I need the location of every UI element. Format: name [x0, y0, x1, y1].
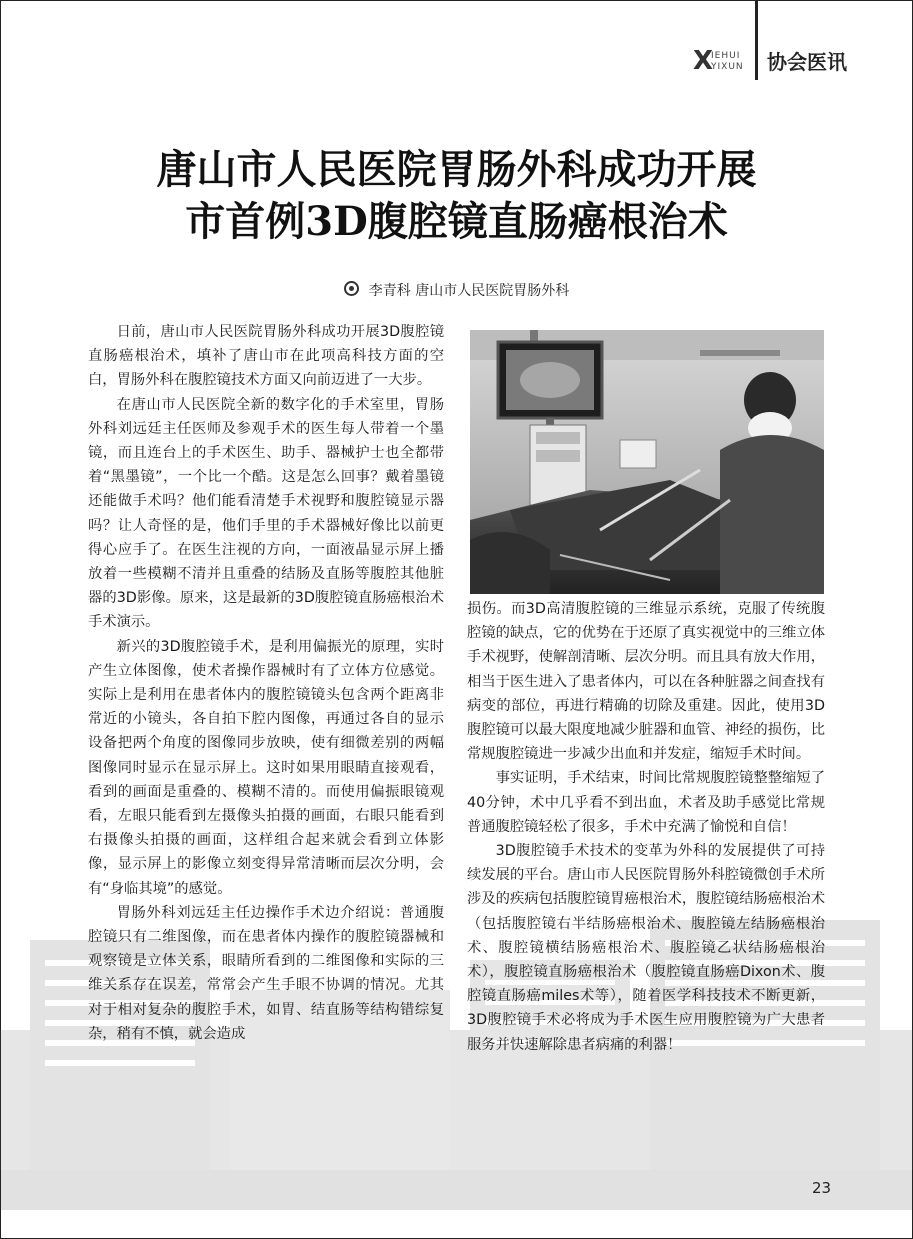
article-title [0, 144, 913, 248]
title-line-2: 市首例3D腹腔镜直肠癌根治术 [185, 198, 728, 245]
article-column-right [467, 597, 825, 1057]
header-divider [755, 0, 758, 80]
logo-letter: X [693, 46, 714, 76]
paragraph: 在唐山市人民医院全新的数字化的手术室里，胃肠外科刘远廷主任医师及参观手术的医生每人带着一个墨镜，而且连台上的手术医生、助手、器械护士也全都带着“黑墨镜”，一个比一个酷。这是怎么回事？戴着墨镜还能做手术吗？他们能看清楚手术视野和腹腔镜显示器吗？让人奇怪的是，他们手里的手术器械好像比以前更得心应手了。在医生注视的方向，一面液晶显示屏上播放着一些模糊不清并且重叠的结肠及直肠等腹腔其他脏器的3D影像。原来，这是最新的3D腹腔镜直肠癌根治术手术演示。 [88, 396, 444, 631]
section-title: 协会医讯 [767, 50, 847, 74]
title-line-1: 唐山市人民医院胃肠外科成功开展 [156, 146, 757, 193]
article-column-left [88, 320, 444, 1046]
paragraph: 3D腹腔镜手术技术的变革为外科的发展提供了可持续发展的平台。唐山市人民医院胃肠外科腔镜微创手术所涉及的疾病包括腹腔镜胃癌根治术，腹腔镜结肠癌根治术（包括腹腔镜右半结肠癌根治术、腹腔镜左结肠癌根治术、腹腔镜横结肠癌根治术、腹腔镜乙状结肠癌根治术），腹腔镜直肠癌根治术（腹腔镜直肠癌Dixon术、腹腔镜直肠癌miles术等），随着医学科技技术不断更新，3D腹腔镜手术必将成为手术医生应用腹腔镜为广大患者服务并快速解除患者病痛的利器！ [467, 843, 825, 1053]
logo-line-1: IEHUI [711, 51, 741, 61]
paragraph: 日前，唐山市人民医院胃肠外科成功开展3D腹腔镜直肠癌根治术，填补了唐山市在此项高科技方面的空白，胃肠外科在腹腔镜技术方面又向前迈进了一大步。 [88, 324, 444, 389]
surgery-photo [470, 330, 824, 594]
page-number: 23 [812, 1179, 832, 1197]
bullet-circle-icon [344, 281, 359, 296]
paragraph: 损伤。而3D高清腹腔镜的三维显示系统，克服了传统腹腔镜的缺点，它的优势在于还原了真实视觉中的三维立体手术视野，使解剖清晰、层次分明。而且具有放大作用，相当于医生进入了患者体内，可以在各种脏器之间查找有病变的部位，再进行精确的切除及重建。因此，使用3D腹腔镜可以最大限度地减少脏器和血管、神经的损伤，比常规腹腔镜进一步减少出血和并发症，缩短手术时间。 [467, 601, 825, 763]
byline-text: 李青科 唐山市人民医院胃肠外科 [368, 283, 570, 299]
paragraph: 胃肠外科刘远廷主任边操作手术边介绍说：普通腹腔镜只有二维图像，而在患者体内操作的腹腔镜器械和观察镜是立体关系，眼睛所看到的二维图像和实际的三维关系存在误差，常常会产生手眼不协调的情况。尤其对于相对复杂的腹腔手术，如胃、结直肠等结构错综复杂，稍有不慎，就会造成 [88, 904, 444, 1042]
logo-line-2: YIXUN [711, 62, 744, 72]
byline [0, 280, 913, 300]
paragraph: 新兴的3D腹腔镜手术，是利用偏振光的原理，实时产生立体图像，使术者操作器械时有了立体方位感觉。实际上是利用在患者体内的腹腔镜镜头包含两个距离非常近的小镜头，各自拍下腔内图像，再通过各自的显示设备把两个角度的图像同步放映，使有细微差别的两幅图像同时显示在显示屏上。这时如果用眼睛直接观看，看到的画面是重叠的、模糊不清的。而使用偏振眼镜观看，左眼只能看到左摄像头拍摄的画面，右眼只能看到右摄像头拍摄的画面，这样组合起来就会看到立体影像，显示屏上的影像立刻变得异常清晰而层次分明，会有“身临其境”的感觉。 [88, 638, 444, 897]
paragraph: 事实证明，手术结束，时间比常规腹腔镜整整缩短了40分钟，术中几乎看不到出血，术者及助手感觉比常规普通腹腔镜轻松了很多，手术中充满了愉悦和自信！ [467, 770, 825, 835]
column-logo [693, 46, 753, 76]
running-header [693, 0, 913, 100]
